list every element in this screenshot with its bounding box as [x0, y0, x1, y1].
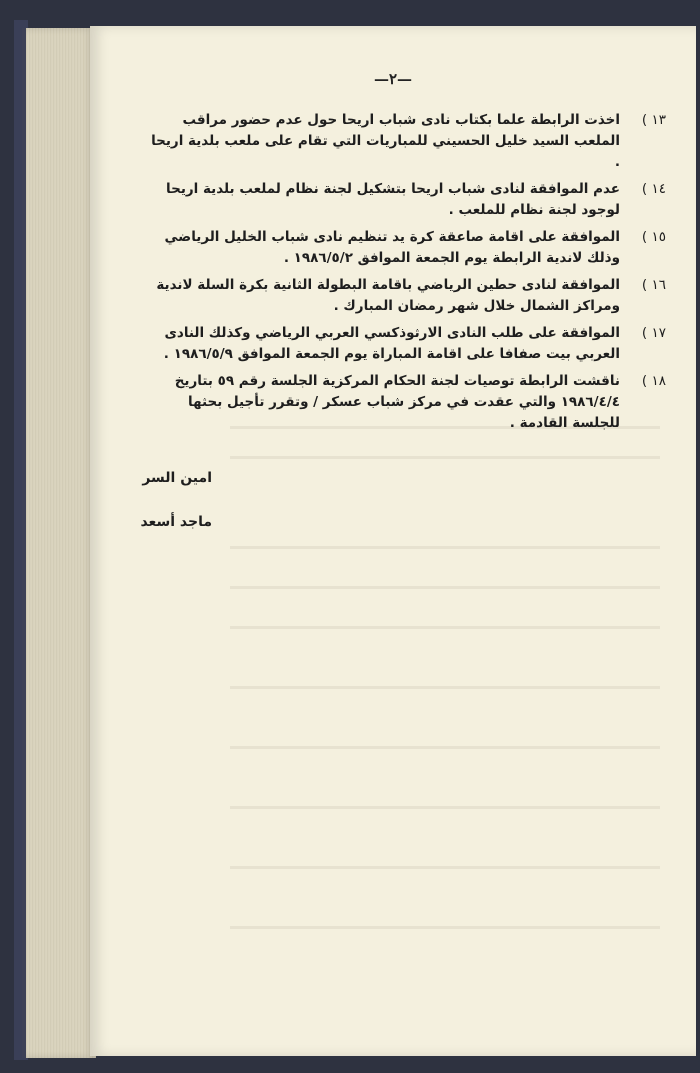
item-number: ١٧ ): [641, 325, 666, 341]
item-text: ناقشت الرابطة توصيات لجنة الحكام المركزية الجلسة رقم ٥٩ بتاريخ ١٩٨٦/٤/٤ والتي عقدت في مركز شباب عسكر / وتقرر تأجيل بحثها للجلسة القادمة .: [174, 373, 620, 431]
show-through-line: [230, 866, 660, 869]
list-item: [146, 275, 666, 317]
list-item: [146, 371, 666, 434]
item-number: ١٥ ): [641, 229, 666, 245]
signature-title: امين السر: [142, 470, 212, 486]
list-item: [146, 323, 666, 365]
item-text: الموافقة لنادى حطين الرياضي باقامة البطولة الثانية بكرة السلة لاندية ومراكز الشمال خلال شهر رمضان المبارك .: [156, 277, 620, 314]
show-through-line: [230, 546, 660, 549]
page-number: —٢—: [373, 70, 413, 88]
book-page-edges: [22, 28, 96, 1058]
show-through-line: [230, 456, 660, 459]
item-text: الموافقة على اقامة صاعقة كرة يد تنظيم نادى شباب الخليل الرياضي وذلك لاندية الرابطة يوم الجمعة الموافق ١٩٨٦/٥/٢ .: [164, 229, 620, 266]
show-through-line: [230, 586, 660, 589]
item-text: عدم الموافقة لنادى شباب اريحا بتشكيل لجنة نظام لملعب بلدية اريحا لوجود لجنة نظام للملعب .: [166, 181, 620, 218]
signature-name: ماجد أسعد: [140, 514, 212, 530]
item-number: ١٦ ): [641, 277, 666, 293]
item-number: ١٨ ): [641, 373, 666, 389]
list-item: [146, 110, 666, 173]
list-item: [146, 227, 666, 269]
item-number: ١٣ ): [641, 112, 666, 128]
show-through-line: [230, 626, 660, 629]
item-number: ١٤ ): [641, 181, 666, 197]
minutes-items-list: [146, 110, 666, 440]
show-through-line: [230, 926, 660, 929]
document-page: [90, 26, 696, 1056]
show-through-line: [230, 686, 660, 689]
show-through-line: [230, 746, 660, 749]
item-text: الموافقة على طلب النادى الارثوذكسي العربي الرياضي وكذلك النادى العربي بيت صفافا على اقامة المباراة يوم الجمعة الموافق ١٩٨٦/٥/٩ .: [163, 325, 620, 362]
list-item: [146, 179, 666, 221]
show-through-line: [230, 806, 660, 809]
item-text: اخذت الرابطة علما بكتاب نادى شباب اريحا حول عدم حضور مراقب الملعب السيد خليل الحسيني للمباريات التي تقام على ملعب بلدية اريحا .: [151, 112, 620, 170]
